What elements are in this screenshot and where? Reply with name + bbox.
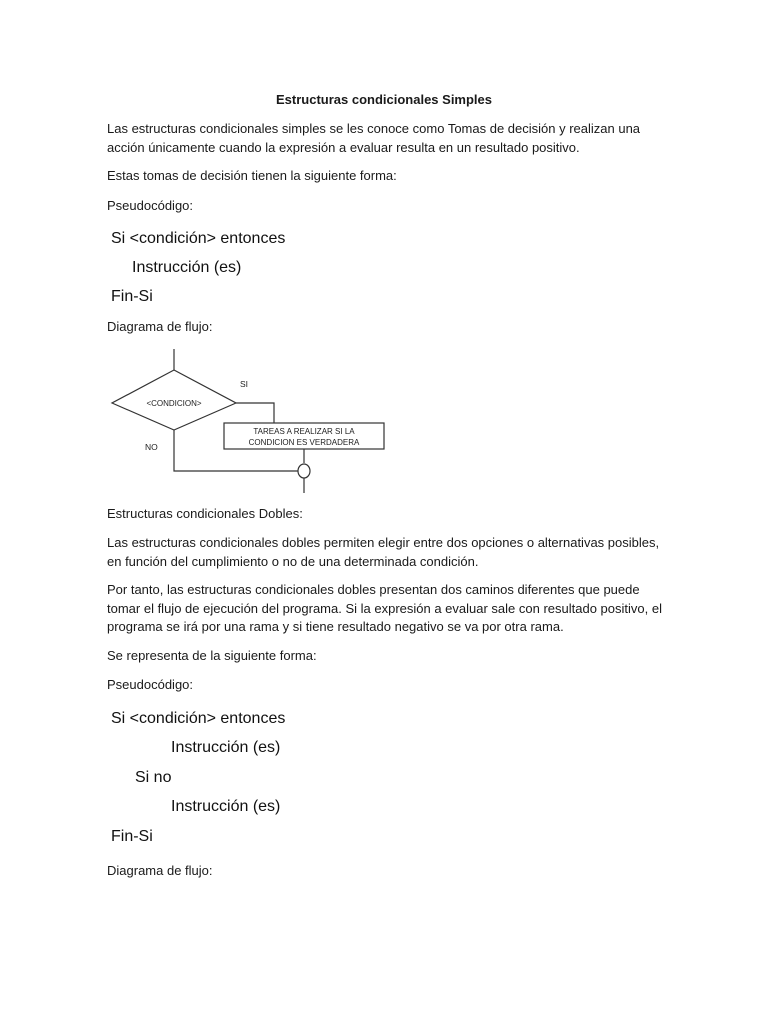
simple-pseudo-line-1: Si <condición> entonces [111, 230, 286, 247]
double-paragraph-1: Las estructuras condicionales dobles permiten elegir entre dos opciones o alternativas posibles, en función del cumplimiento o no de una determinada condición. [107, 535, 660, 569]
yes-branch-line [236, 403, 274, 423]
simple-intro-paragraph: Las estructuras condicionales simples se les conoce como Tomas de decisión y realizan una acción únicamente cuando la expresión a evaluar resulta en un resultado positivo. [107, 121, 641, 155]
simple-form-text: Estas tomas de decisión tienen la siguiente forma: [107, 168, 397, 183]
task-label-line-1: TAREAS A REALIZAR SI LA [253, 427, 355, 436]
condition-label: <CONDICION> [146, 399, 202, 408]
double-pseudo-line-1: Si <condición> entonces [111, 710, 286, 727]
double-paragraph-3: Se representa de la siguiente forma: [107, 648, 317, 663]
simple-flowchart [100, 345, 400, 495]
page-title: Estructuras condicionales Simples [275, 92, 493, 107]
double-pseudo-line-3: Si no [135, 769, 172, 786]
double-pseudo-line-2: Instrucción (es) [171, 739, 281, 756]
double-pseudo-line-4: Instrucción (es) [171, 798, 281, 815]
double-flow-label: Diagrama de flujo: [107, 863, 213, 878]
double-pseudo-line-5: Fin-Si [111, 828, 153, 845]
double-heading: Estructuras condicionales Dobles: [107, 506, 303, 521]
simple-pseudo-line-2: Instrucción (es) [132, 259, 242, 276]
simple-flow-label: Diagrama de flujo: [107, 319, 213, 334]
simple-pseudo-line-3: Fin-Si [111, 288, 153, 305]
task-label-line-2: CONDICION ES VERDADERA [248, 438, 360, 447]
junction-connector [298, 464, 310, 478]
simple-pseudo-label: Pseudocódigo: [107, 198, 194, 213]
double-paragraph-2: Por tanto, las estructuras condicionales dobles presentan dos caminos diferentes que puede tomar el flujo de ejecución del programa. Si la expresión a evaluar sale con resultado positivo, el programa se irá por una rama y si tiene resultado negativo se va por otra rama. [107, 582, 662, 634]
double-pseudo-label: Pseudocódigo: [107, 677, 194, 692]
no-branch-line [174, 430, 298, 471]
yes-label: SI [240, 379, 249, 389]
no-label: NO [145, 442, 158, 452]
